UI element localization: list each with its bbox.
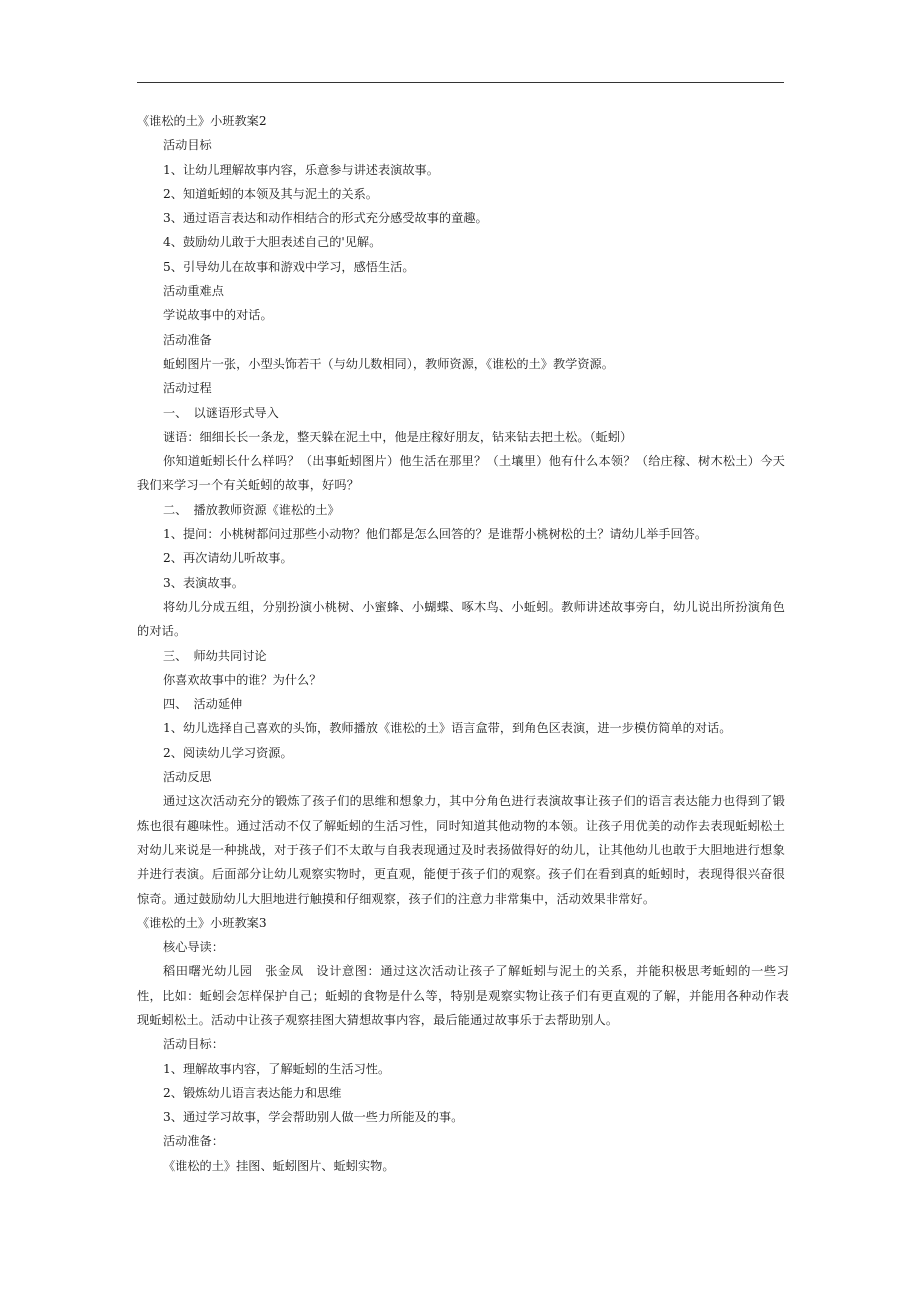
lesson2-question: 你知道蚯蚓长什么样吗？（出事蚯蚓图片）他生活在那里？（土壤里）他有什么本领？（给庄稼、树木松土）今天我们来学习一个有关蚯蚓的故事，好吗？: [137, 454, 785, 493]
lesson2-prep-heading: 活动准备: [163, 332, 212, 347]
lesson2-reflect-text: 通过这次活动充分的锻炼了孩子们的思维和想象力，其中分角色进行表演故事让孩子们的语言表达能力也得到了锻炼也很有趣味性。通过活动不仅了解蚯蚓的生活习性，同时知道其他动物的本领。让孩子用优美的动作去表现蚯蚓松土对幼儿来说是一种挑战，对于孩子们不太敢与自我表现通过及时表扬做得好的幼儿，让其他幼儿也敢于大胆地进行想象并进行表演。后面部分让幼儿观察实物时，更直观，能便于孩子们的观察。孩子们在看到真的蚯蚓时，表现得很兴奋很惊奇。通过鼓励幼儿大胆地进行触摸和仔细观察，孩子们的注意力非常集中，活动效果非常好。: [137, 794, 785, 906]
lesson2-goals-heading: 活动目标: [163, 138, 212, 153]
lesson2-prep-text: 蚯蚓图片一张，小型头饰若干（与幼儿数相同），教师资源，《谁松的土》教学资源。: [163, 356, 614, 371]
lesson3-goal-item: 1、理解故事内容，了解蚯蚓的生活习性。: [163, 1061, 391, 1076]
lesson2-riddle: 谜语：细细长长一条龙，整天躲在泥土中，他是庄稼好朋友，钻来钻去把土松。（蚯蚓）: [163, 429, 633, 444]
lesson2-step3: 三、 师幼共同讨论: [163, 648, 267, 663]
lesson3-guide-text: 稻田曙光幼儿园 张金凤 设计意图：通过这次活动让孩子了解蚯蚓与泥土的关系，并能积极思考蚯蚓的一些习性，比如：蚯蚓会怎样保护自己；蚯蚓的食物是什么等，特别是观察实物让孩子们有更直观的了解，并能用各种动作表现蚯蚓松土。活动中让孩子观察挂图大猜想故事内容，最后能通过故事乐于去帮助别人。: [137, 964, 789, 1027]
lesson2-step4-item: 2、阅读幼儿学习资源。: [163, 745, 293, 760]
lesson3-prep-text: 《谁松的土》挂图、蚯蚓图片、蚯蚓实物。: [163, 1158, 395, 1173]
lesson2-step2-item: 3、表演故事。: [163, 575, 244, 590]
lesson3-guide-heading: 核心导读：: [163, 940, 224, 955]
lesson2-step2-item: 2、再次请幼儿听故事。: [163, 551, 293, 566]
lesson2-title: 《谁松的土》小班教案2: [137, 114, 267, 128]
lesson2-goal-item: 2、知道蚯蚓的本领及其与泥土的关系。: [163, 186, 378, 201]
header-rule: [137, 82, 784, 83]
document-page: [137, 109, 789, 1178]
lesson3-goal-item: 2、锻炼幼儿语言表达能力和思维: [163, 1085, 342, 1100]
lesson2-key-text: 学说故事中的对话。: [163, 308, 273, 323]
lesson3-title: 《谁松的土》小班教案3: [137, 915, 267, 930]
lesson2-goal-item: 5、引导幼儿在故事和游戏中学习，感悟生活。: [163, 259, 415, 274]
lesson2-step1: 一、 以谜语形式导入: [163, 405, 279, 420]
lesson3-goal-item: 3、通过学习故事，学会帮助别人做一些力所能及的事。: [163, 1110, 464, 1125]
lesson2-goal-item: 3、通过语言表达和动作相结合的形式充分感受故事的童趣。: [163, 211, 488, 226]
lesson2-goal-item: 1、让幼儿理解故事内容，乐意参与讲述表演故事。: [163, 162, 439, 177]
lesson2-discuss: 你喜欢故事中的谁？为什么？: [163, 672, 322, 687]
lesson3-prep-heading: 活动准备：: [163, 1134, 224, 1149]
lesson2-step4-item: 1、幼儿选择自己喜欢的头饰，教师播放《谁松的土》语言盒带，到角色区表演，进一步模仿简单的对话。: [163, 721, 732, 736]
lesson2-step4: 四、 活动延伸: [163, 697, 243, 712]
lesson2-key-heading: 活动重难点: [163, 284, 224, 299]
lesson2-role-play: 将幼儿分成五组，分别扮演小桃树、小蜜蜂、小蝴蝶、啄木鸟、小蚯蚓。教师讲述故事旁白，幼儿说出所扮演角色的对话。: [137, 599, 785, 639]
lesson2-process-heading: 活动过程: [163, 381, 212, 396]
lesson2-step2: 二、 播放教师资源《谁松的土》: [163, 502, 340, 517]
lesson2-step2-item: 1、提问：小桃树都问过那些小动物？他们都是怎么回答的？是谁帮小桃树松的土？请幼儿举手回答。: [163, 527, 708, 542]
lesson2-goal-item: 4、鼓励幼儿敢于大胆表述自己的'见解。: [163, 235, 382, 250]
lesson2-reflect-heading: 活动反思: [163, 770, 212, 785]
lesson3-goals-heading: 活动目标：: [163, 1037, 224, 1052]
